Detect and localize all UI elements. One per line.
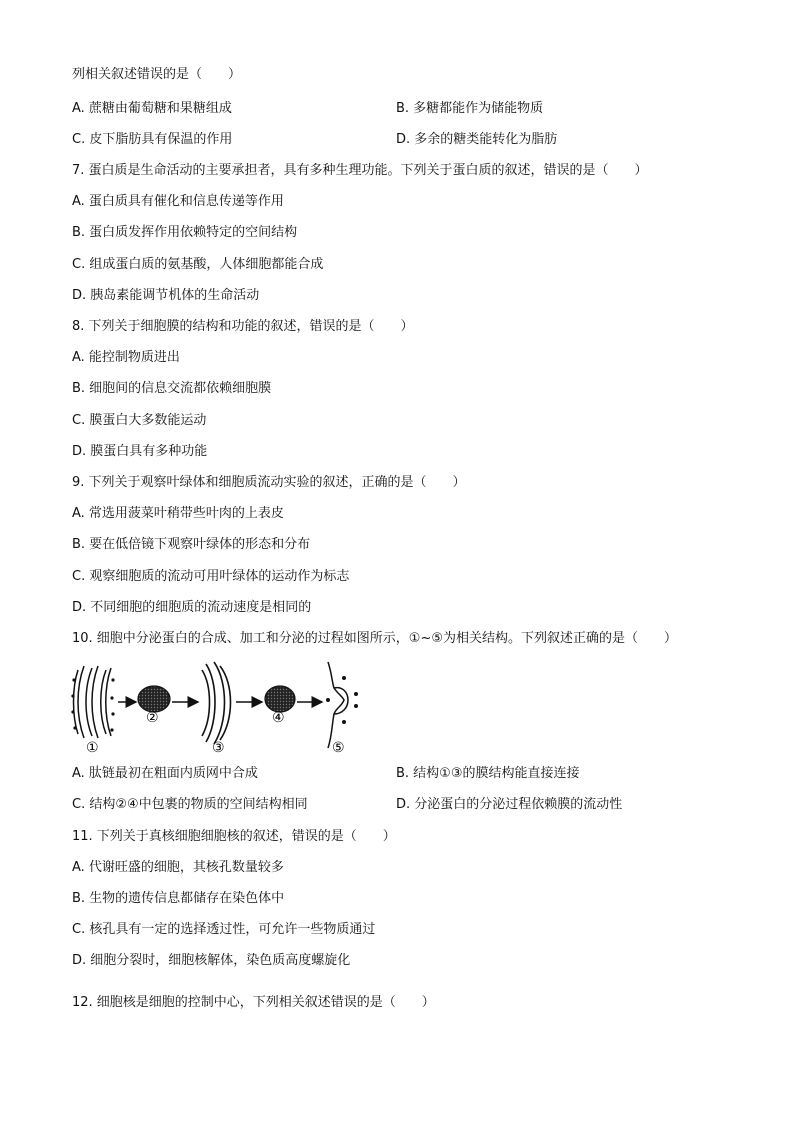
label-5: ⑤: [332, 740, 345, 754]
q9-stem: 9. 下列关于观察叶绿体和细胞质流动实验的叙述，正确的是（ ）: [72, 475, 466, 490]
q7-stem: 7. 蛋白质是生命活动的主要承担者，具有多种生理功能。下列关于蛋白质的叙述，错误的是（ ）: [72, 163, 648, 178]
q10-option-c[interactable]: C. 结构②④中包裹的物质的空间结构相同: [72, 797, 308, 812]
q7-option-d[interactable]: D. 胰岛素能调节机体的生命活动: [72, 288, 260, 303]
q8-option-a[interactable]: A. 能控制物质进出: [72, 350, 180, 365]
q10-option-b[interactable]: B. 结构①③的膜结构能直接连接: [396, 766, 580, 781]
q8-option-c[interactable]: C. 膜蛋白大多数能运动: [72, 413, 207, 428]
q11-stem: 11. 下列关于真核细胞细胞核的叙述，错误的是（ ）: [72, 829, 396, 844]
q10-stem: 10. 细胞中分泌蛋白的合成、加工和分泌的过程如图所示，①~⑤为相关结构。下列叙述正确的是（ ）: [72, 631, 678, 646]
secretory-protein-pathway-diagram: [66, 658, 366, 754]
q9-option-d[interactable]: D. 不同细胞的细胞质的流动速度是相同的: [72, 600, 312, 615]
vesicle-icon: [138, 686, 170, 712]
rough-er-icon: [74, 666, 112, 738]
q7-option-a[interactable]: A. 蛋白质具有催化和信息传递等作用: [72, 194, 284, 209]
vesicle-2-icon: [265, 686, 295, 712]
q6-option-d[interactable]: D. 多余的糖类能转化为脂肪: [396, 132, 558, 147]
question-6-stem-tail: 列相关叙述错误的是（ ）: [72, 67, 242, 82]
q8-option-d[interactable]: D. 膜蛋白具有多种功能: [72, 444, 208, 459]
q9-option-a[interactable]: A. 常选用菠菜叶稍带些叶肉的上表皮: [72, 506, 284, 521]
cell-membrane-icon: [328, 662, 348, 748]
secreted-protein-dots: [326, 676, 358, 724]
q11-option-d[interactable]: D. 细胞分裂时，细胞核解体，染色质高度螺旋化: [72, 953, 351, 968]
label-4: ④: [272, 710, 285, 726]
q10-option-d[interactable]: D. 分泌蛋白的分泌过程依赖膜的流动性: [396, 797, 623, 812]
q10-option-a[interactable]: A. 肽链最初在粗面内质网中合成: [72, 766, 258, 781]
q9-option-c[interactable]: C. 观察细胞质的流动可用叶绿体的运动作为标志: [72, 569, 350, 584]
golgi-icon: [202, 662, 231, 744]
label-1: ①: [86, 740, 99, 754]
q11-option-a[interactable]: A. 代谢旺盛的细胞，其核孔数量较多: [72, 860, 284, 875]
pathway-svg: [66, 658, 366, 754]
label-2: ②: [146, 710, 159, 726]
q6-option-b[interactable]: B. 多糖都能作为储能物质: [396, 101, 544, 116]
q8-option-b[interactable]: B. 细胞间的信息交流都依赖细胞膜: [72, 381, 272, 396]
q7-option-b[interactable]: B. 蛋白质发挥作用依赖特定的空间结构: [72, 225, 298, 240]
label-3: ③: [212, 740, 225, 754]
q6-option-a[interactable]: A. 蔗糖由葡萄糖和果糖组成: [72, 101, 232, 116]
q7-option-c[interactable]: C. 组成蛋白质的氨基酸，人体细胞都能合成: [72, 257, 324, 272]
q9-option-b[interactable]: B. 要在低倍镜下观察叶绿体的形态和分布: [72, 537, 311, 552]
q6-option-c[interactable]: C. 皮下脂肪具有保温的作用: [72, 132, 233, 147]
q12-stem: 12. 细胞核是细胞的控制中心，下列相关叙述错误的是（ ）: [72, 995, 435, 1010]
q11-option-b[interactable]: B. 生物的遗传信息都储存在染色体中: [72, 891, 285, 906]
q8-stem: 8. 下列关于细胞膜的结构和功能的叙述，错误的是（ ）: [72, 319, 414, 334]
q11-option-c[interactable]: C. 核孔具有一定的选择透过性，可允许一些物质通过: [72, 922, 376, 937]
